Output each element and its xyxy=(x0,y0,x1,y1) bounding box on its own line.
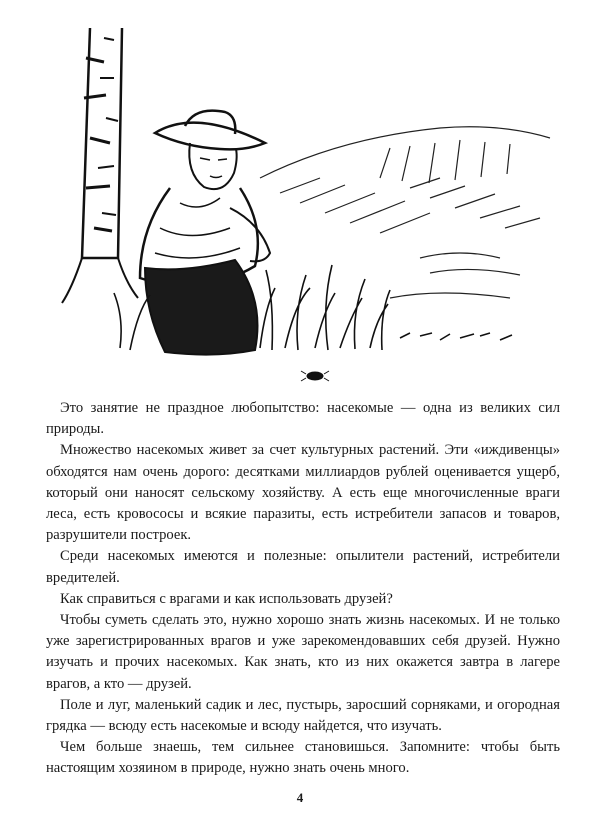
paragraph: Среди насекомых имеются и полезные: опылители растений, истребители вредителей. xyxy=(46,548,560,586)
paragraph: Поле и луг, маленький садик и лес, пустырь, заросший сорняками, и огородная грядка — всюду есть насекомые и всюду найдется, что изучать. xyxy=(46,696,560,735)
text-body xyxy=(46,398,560,780)
page-number: 4 xyxy=(296,790,304,805)
birch-tree xyxy=(62,28,138,303)
paragraph: Множество насекомых живет за счет культурных растений. Эти «иждивенцы» обходятся нам очень дорого: десятками миллиардов рублей оценивается ущерб, который они наносят сельскому хозяйству. А есть еще многочисленные враги леса, есть кровососы и всякие паразиты, есть истребители запасов и товаров, разрушители построек. xyxy=(46,442,560,544)
hillside-background xyxy=(260,127,550,298)
paragraph: Как справиться с врагами и как использовать друзей? xyxy=(60,590,393,607)
paragraph: Это занятие не праздное любопытство: насекомые — одна из великих сил природы. xyxy=(46,400,560,438)
illustration-boy-in-hat-observing-insects xyxy=(60,18,560,388)
beetle-icon xyxy=(301,371,329,381)
paragraph: Чем больше знаешь, тем сильнее становишься. Запомните: чтобы быть настоящим хозяином в природе, нужно знать очень много. xyxy=(46,739,560,777)
paragraph: Чтобы суметь сделать это, нужно хорошо знать жизнь насекомых. И не только уже зарегистрированных врагов и уже зарекомендовавших себя друзей. Нужно изучать и прочих насекомых. Как знать, кто из них окажется завтра в лагере врагов, а кто — друзей. xyxy=(46,612,560,692)
boy-figure xyxy=(140,111,270,355)
